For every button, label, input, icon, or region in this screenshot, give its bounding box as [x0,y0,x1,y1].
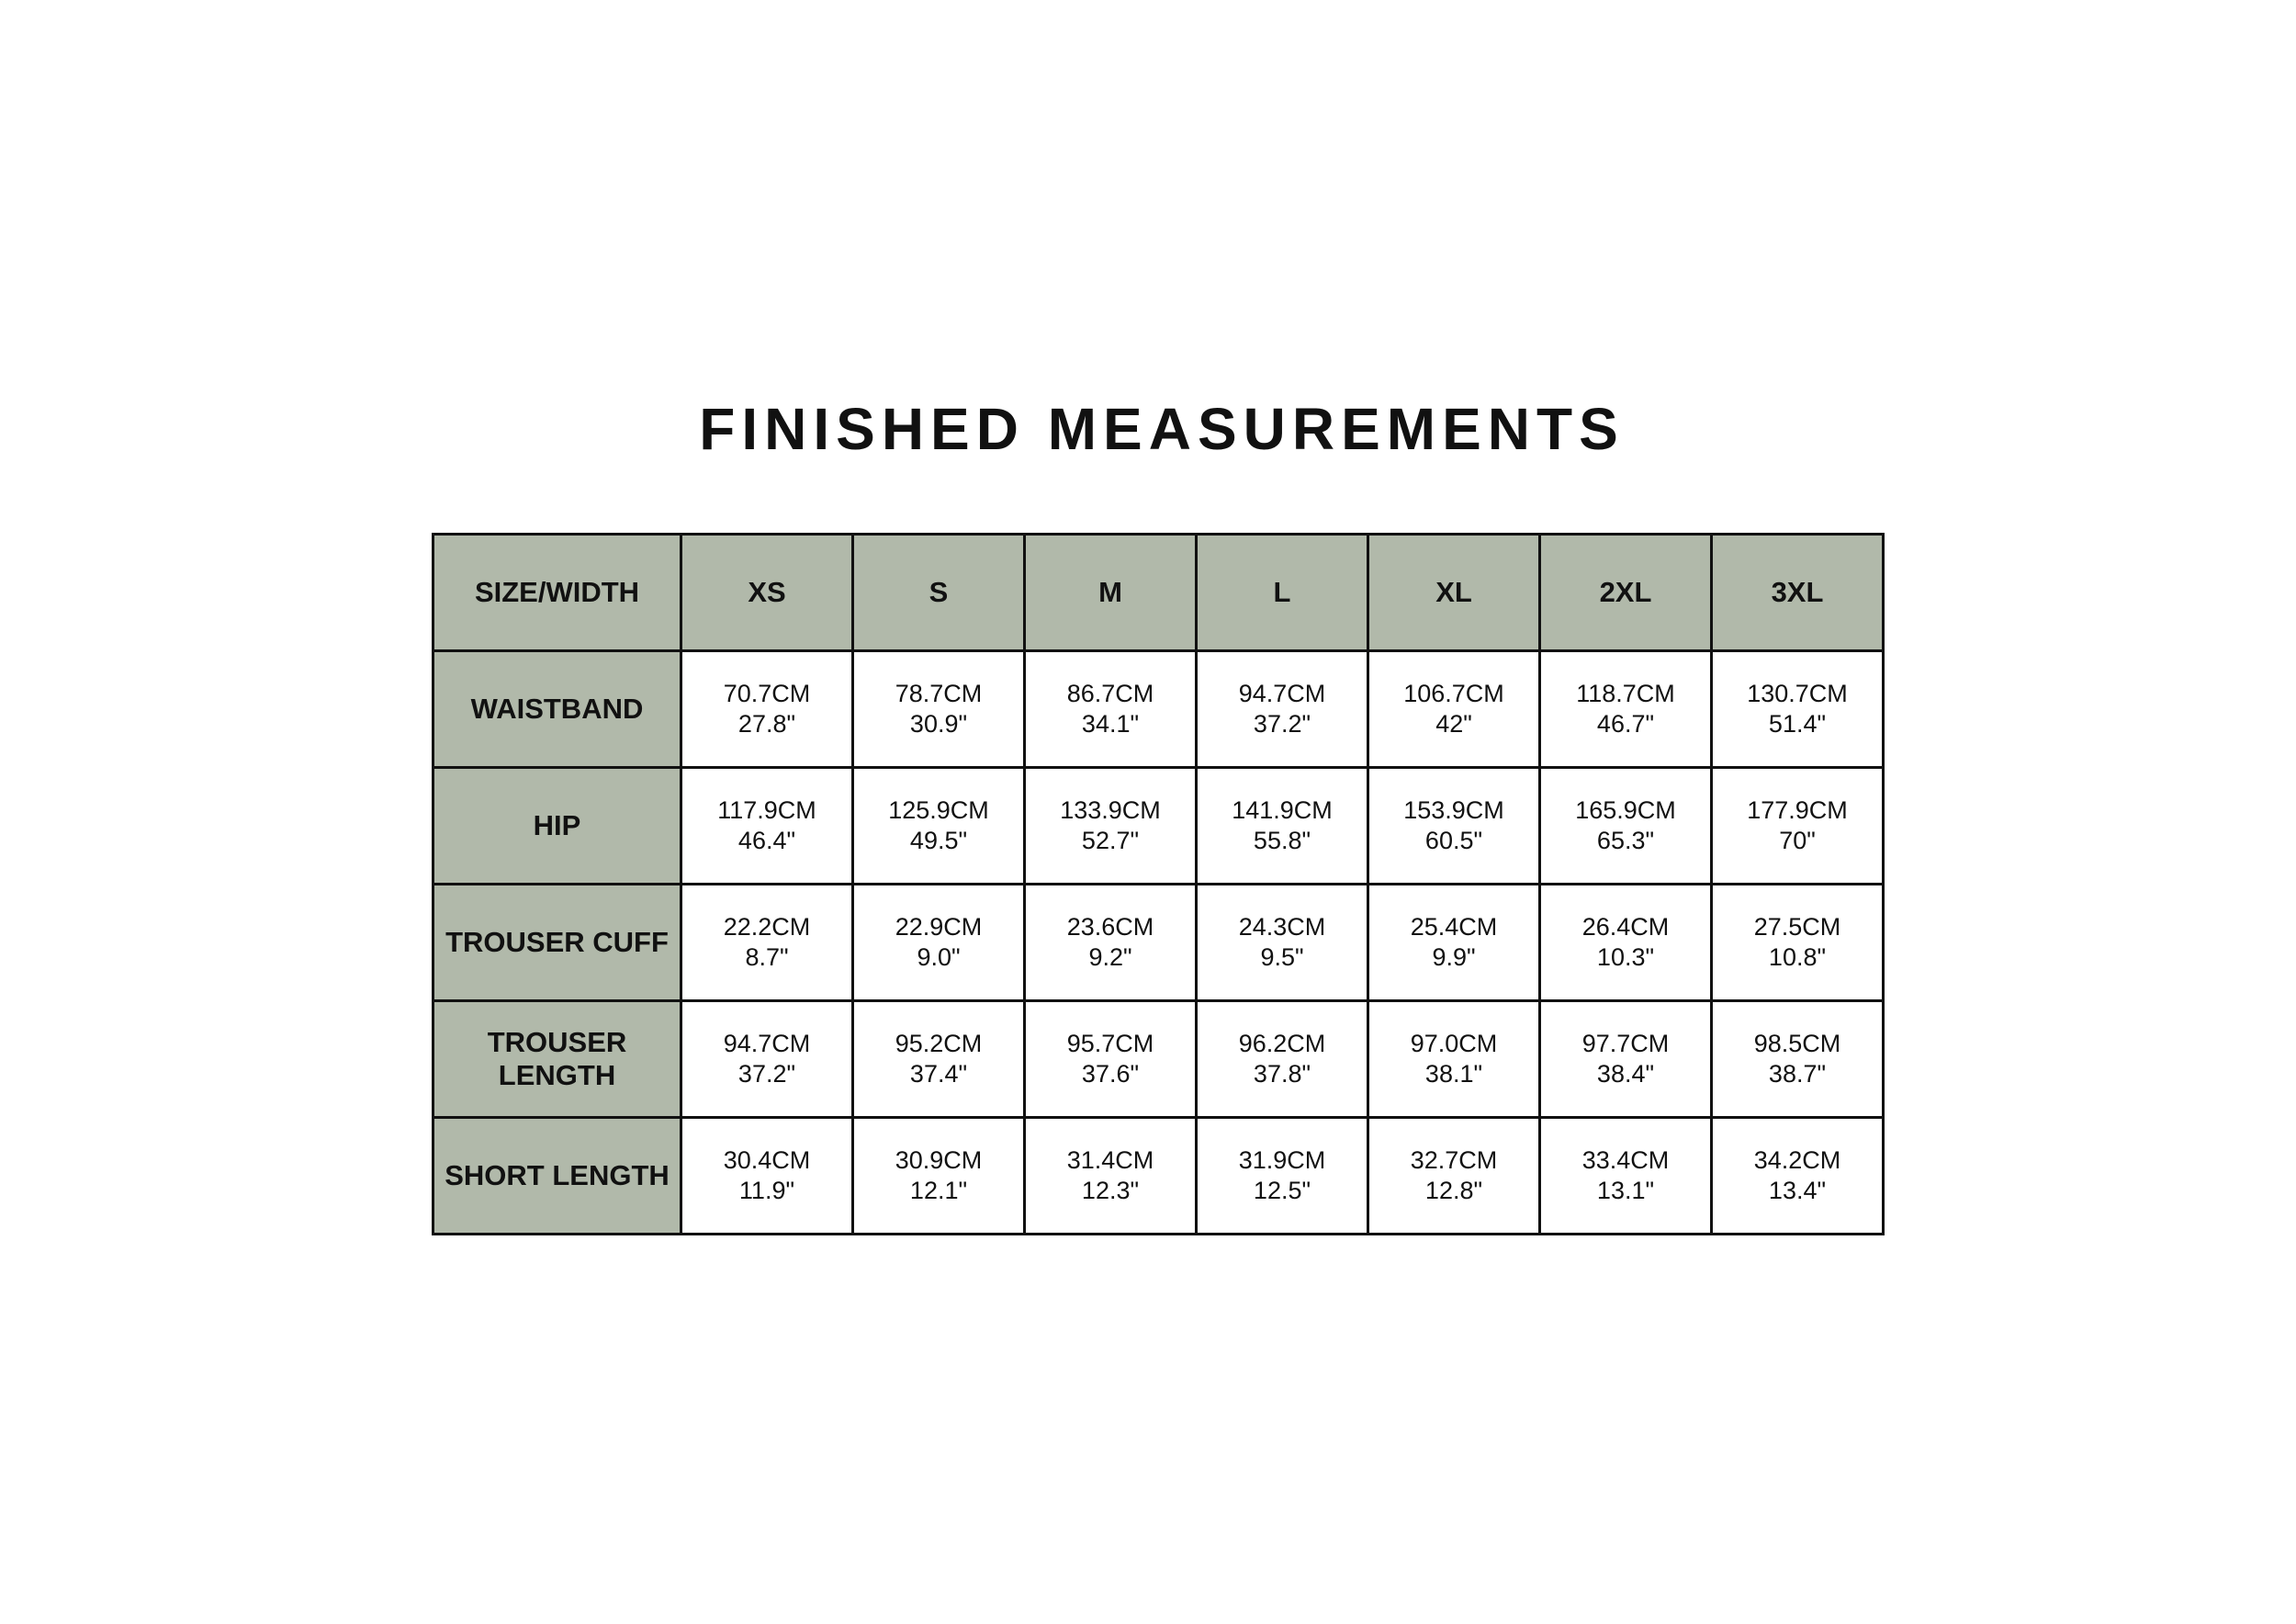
measurement-cm: 33.4CM [1581,1146,1670,1174]
measurement-inches: 46.4" [737,827,796,854]
measurement-cell [853,885,1025,1001]
measurement-cell [1712,651,1884,768]
measurement-cm: 106.7CM [1403,680,1504,707]
measurement-cell [1197,651,1368,768]
measurement-cm: 96.2CM [1238,1030,1326,1057]
measurement-inches: 37.6" [1081,1060,1140,1088]
measurement-cm: 97.0CM [1410,1030,1498,1057]
measurement-cell [1368,1118,1540,1235]
size-header-xl: XL [1368,535,1540,651]
measurement-inches: 55.8" [1253,827,1311,854]
measurement-inches: 9.2" [1088,943,1132,971]
measurement-cm: 30.9CM [895,1146,983,1174]
measurement-cm: 30.4CM [723,1146,811,1174]
row-label-line: HIP [533,809,581,841]
measurement-cell [1368,1001,1540,1118]
measurement-cell [1540,1118,1712,1235]
row-label-line: TROUSER [487,1026,627,1058]
measurement-cm: 78.7CM [895,680,983,707]
measurement-cell [1712,1001,1884,1118]
measurement-inches: 51.4" [1768,710,1827,738]
measurement-cell [1197,768,1368,885]
measurement-cell [1197,1001,1368,1118]
measurement-cm: 98.5CM [1753,1030,1841,1057]
measurement-inches: 52.7" [1081,827,1140,854]
corner-header: SIZE/WIDTH [433,535,681,651]
measurement-cell [853,768,1025,885]
measurement-inches: 60.5" [1424,827,1483,854]
measurement-cell [1025,651,1197,768]
measurement-inches: 9.9" [1432,943,1476,971]
measurement-inches: 9.5" [1260,943,1304,971]
row-label-line: TROUSER CUFF [445,926,669,958]
measurement-cell [853,1001,1025,1118]
measurement-inches: 13.4" [1768,1177,1827,1204]
measurement-cell [1368,768,1540,885]
measurement-cm: 32.7CM [1410,1146,1498,1174]
measurement-cell [1025,768,1197,885]
measurement-cm: 95.2CM [895,1030,983,1057]
measurement-cm: 27.5CM [1753,913,1841,941]
measurement-inches: 9.0" [917,943,961,971]
measurement-cell [853,1118,1025,1235]
measurement-cell [1025,1118,1197,1235]
size-header-row [433,535,1884,651]
size-header-3xl: 3XL [1712,535,1884,651]
measurements-table [432,533,1885,1235]
measurement-cm: 165.9CM [1575,796,1676,824]
measurement-inches: 30.9" [909,710,968,738]
measurement-cell [1712,768,1884,885]
measurement-cell [1368,885,1540,1001]
measurement-cm: 22.2CM [723,913,811,941]
measurement-inches: 65.3" [1596,827,1655,854]
measurement-cell [681,651,853,768]
measurement-inches: 38.4" [1596,1060,1655,1088]
table-row [433,885,1884,1001]
measurement-inches: 49.5" [909,827,968,854]
measurement-cm: 130.7CM [1747,680,1848,707]
measurement-inches: 10.8" [1768,943,1827,971]
measurement-cell [1025,1001,1197,1118]
measurement-cm: 25.4CM [1410,913,1498,941]
measurement-cm: 95.7CM [1066,1030,1154,1057]
measurement-inches: 37.2" [1253,710,1311,738]
measurement-cm: 117.9CM [717,796,816,824]
table-row [433,651,1884,768]
measurement-cm: 118.7CM [1576,680,1675,707]
measurement-inches: 37.8" [1253,1060,1311,1088]
measurement-cm: 125.9CM [888,796,989,824]
measurement-cm: 31.4CM [1066,1146,1154,1174]
measurement-cm: 24.3CM [1238,913,1326,941]
size-header-l: L [1197,535,1368,651]
measurement-cell [1712,885,1884,1001]
row-label [433,651,681,768]
row-label [433,1001,681,1118]
measurement-inches: 27.8" [737,710,796,738]
table-row [433,768,1884,885]
measurement-cm: 23.6CM [1066,913,1154,941]
measurement-inches: 37.4" [909,1060,968,1088]
measurement-inches: 38.7" [1768,1060,1827,1088]
measurement-cm: 153.9CM [1403,796,1504,824]
measurement-cm: 141.9CM [1232,796,1333,824]
measurement-cell [1540,768,1712,885]
measurement-cell [1540,651,1712,768]
measurements-body [433,651,1884,1235]
measurement-cell [1025,885,1197,1001]
measurement-cell [681,1001,853,1118]
row-label-line: LENGTH [498,1059,616,1091]
measurement-cm: 94.7CM [723,1030,811,1057]
measurement-inches: 11.9" [738,1177,795,1204]
measurement-inches: 12.5" [1253,1177,1311,1204]
measurement-cell [1368,651,1540,768]
measurement-cm: 34.2CM [1753,1146,1841,1174]
measurement-inches: 37.2" [737,1060,796,1088]
measurement-cm: 133.9CM [1060,796,1161,824]
measurement-cm: 97.7CM [1581,1030,1670,1057]
measurement-cell [681,768,853,885]
measurement-cm: 22.9CM [895,913,983,941]
measurement-inches: 42" [1435,710,1472,738]
measurement-cell [1540,1001,1712,1118]
row-label-line: WAISTBAND [470,693,644,725]
row-label [433,885,681,1001]
page-title: FINISHED MEASUREMENTS [699,396,1625,462]
measurement-cm: 86.7CM [1066,680,1154,707]
row-label-line: SHORT LENGTH [445,1159,670,1191]
measurement-inches: 12.8" [1424,1177,1483,1204]
measurement-inches: 12.3" [1081,1177,1140,1204]
size-header-m: M [1025,535,1197,651]
measurement-cell [853,651,1025,768]
measurement-inches: 12.1" [909,1177,968,1204]
measurement-inches: 34.1" [1081,710,1140,738]
measurement-inches: 46.7" [1596,710,1655,738]
measurement-cell [1540,885,1712,1001]
table-row [433,1118,1884,1235]
table-row [433,1001,1884,1118]
measurement-inches: 38.1" [1424,1060,1483,1088]
row-label [433,1118,681,1235]
measurement-inches: 10.3" [1596,943,1655,971]
measurement-cm: 70.7CM [723,680,811,707]
measurement-cm: 31.9CM [1238,1146,1326,1174]
size-header-s: S [853,535,1025,651]
size-header-xs: XS [681,535,853,651]
measurement-cm: 177.9CM [1747,796,1848,824]
measurement-inches: 8.7" [745,943,789,971]
measurement-inches: 70" [1779,827,1816,854]
measurement-cell [1197,885,1368,1001]
measurement-cell [1712,1118,1884,1235]
row-label [433,768,681,885]
measurement-cm: 26.4CM [1581,913,1670,941]
size-header-2xl: 2XL [1540,535,1712,651]
measurement-cell [1197,1118,1368,1235]
measurement-cm: 94.7CM [1238,680,1326,707]
measurement-inches: 13.1" [1596,1177,1655,1204]
measurement-cell [681,885,853,1001]
measurement-cell [681,1118,853,1235]
